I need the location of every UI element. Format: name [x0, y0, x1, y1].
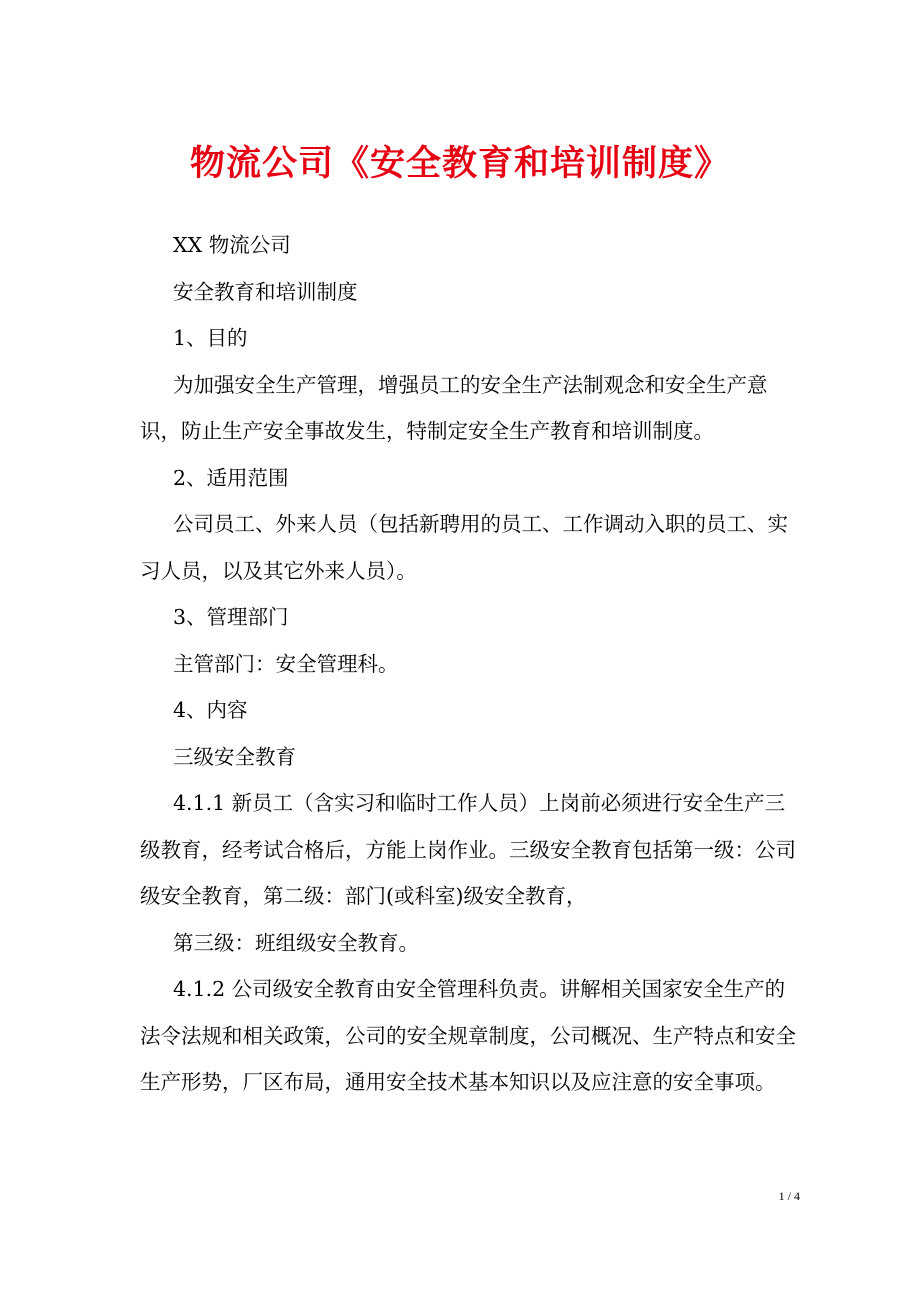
section-heading-purpose: 1、目的: [173, 326, 248, 350]
subsection-heading-three-level: 三级安全教育: [173, 744, 296, 769]
section-heading-scope: 2、适用范围: [173, 465, 289, 490]
document-body: [140, 222, 800, 1106]
document-title: 物流公司《安全教育和培训制度》: [189, 143, 730, 184]
purpose-paragraph: 为加强安全生产管理，增强员工的安全生产法制观念和安全生产意识，防止生产安全事故发生，特制定安全生产教育和培训制度。: [140, 372, 768, 443]
section-heading-content: 4、内容: [173, 698, 248, 722]
clause-4-1-1-continued: 第三级：班组级安全教育。: [173, 930, 419, 955]
department-paragraph: 主管部门：安全管理科。: [173, 651, 399, 676]
scope-paragraph: 公司员工、外来人员（包括新聘用的员工、工作调动入职的员工、实习人员，以及其它外来人员）。: [140, 512, 788, 583]
policy-name: 安全教育和培训制度: [173, 279, 358, 304]
section-heading-department: 3、管理部门: [173, 605, 289, 629]
page-number: 1 / 4: [778, 1189, 800, 1203]
clause-4-1-1: 4.1.1 新员工（含实习和临时工作人员）上岗前必须进行安全生产三级教育，经考试合格后，方能上岗作业。三级安全教育包括第一级：公司级安全教育，第二级：部门(或科室)级安全教育，: [140, 791, 796, 908]
clause-4-1-2: 4.1.2 公司级安全教育由安全管理科负责。讲解相关国家安全生产的法令法规和相关政策，公司的安全规章制度，公司概况、生产特点和安全生产形势，厂区布局，通用安全技术基本知识以及应注意的安全事项。: [140, 977, 796, 1094]
company-name: XX 物流公司: [173, 233, 291, 257]
